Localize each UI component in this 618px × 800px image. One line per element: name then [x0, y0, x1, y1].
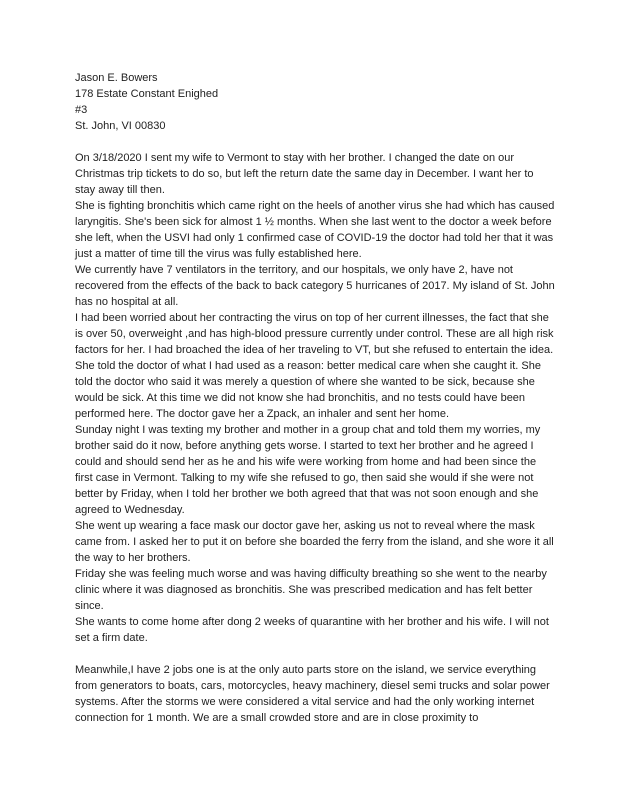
paragraph-9: Meanwhile,I have 2 jobs one is at the only auto parts store on the island, we service everything from generators to boats, cars, motorcycles, heavy machinery, diesel semi trucks and solar power systems. After the storms we were considered a vital service and had the only working internet connection for 1 month. We are a small crowded store and are in close proximity to — [75, 664, 550, 724]
paragraph-3: We currently have 7 ventilators in the territory, and our hospitals, we only have 2, have not recovered from the effects of the back to back category 5 hurricanes of 2017. My island of St. John has no hospital at all. — [75, 264, 555, 308]
paragraph-spacer — [75, 646, 555, 662]
sender-unit: #3 — [75, 104, 88, 116]
paragraph-5: Sunday night I was texting my brother and mother in a group chat and told them my worries, my brother said do it now, before anything gets worse. I started to text her brother and he agreed I could and should send her as he and his wife were working from home and had been since the first case in Vermont. Talking to my wife she refused to go, then said she would if she were not better by Friday, when I told her brother we both agreed that that was not soon enough and she agreed to Wednesday. — [75, 424, 541, 516]
paragraph-4: I had been worried about her contracting the virus on top of her current illnesses, the fact that she is over 50, overweight ,and has high-blood pressure currently under control. These are all high risk factors for her. I had broached the idea of her traveling to VT, but she refused to entertain the idea. She told the doctor of what I had used as a reason: better medical care when she caught it. She told the doctor who said it was merely a question of where she wanted to be sick, because she would be sick. At this time we did not know she had bronchitis, and no tests could have been performed here. The doctor gave her a Zpack, an inhaler and sent her home. — [75, 312, 554, 420]
sender-address — [75, 70, 555, 134]
paragraph-6: She went up wearing a face mask our doctor gave her, asking us not to reveal where the mask came from. I asked her to put it on before she boarded the ferry from the island, and she wore it all the way to her brothers. — [75, 520, 554, 564]
letter-body — [75, 150, 555, 726]
letter-content — [75, 70, 555, 726]
paragraph-7: Friday she was feeling much worse and was having difficulty breathing so she went to the nearby clinic where it was diagnosed as bronchitis. She was prescribed medication and has felt better since. — [75, 568, 547, 612]
paragraph-8: She wants to come home after dong 2 weeks of quarantine with her brother and his wife. I will not set a firm date. — [75, 616, 549, 644]
sender-name: Jason E. Bowers — [75, 72, 158, 84]
paragraph-1: On 3/18/2020 I sent my wife to Vermont to stay with her brother. I changed the date on our Christmas trip tickets to do so, but left the return date the same day in December. I want her to stay away till then. — [75, 152, 534, 196]
sender-city: St. John, VI 00830 — [75, 120, 166, 132]
paragraph-2: She is fighting bronchitis which came right on the heels of another virus she had which has caused laryngitis. She's been sick for almost 1 ½ months. When she last went to the doctor a week before she left, when the USVI had only 1 confirmed case of COVID-19 the doctor had told her that it was just a matter of time till the virus was fully established here. — [75, 200, 555, 260]
sender-street: 178 Estate Constant Enighed — [75, 88, 219, 100]
